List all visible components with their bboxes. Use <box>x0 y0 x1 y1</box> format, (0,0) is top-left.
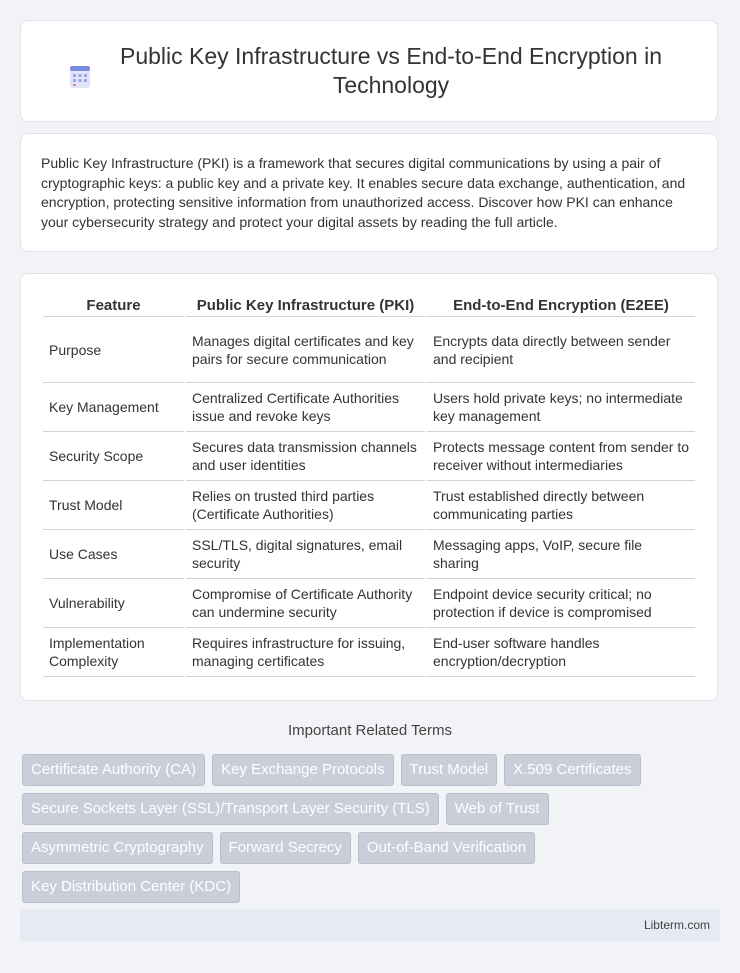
cell-feature: Trust Model <box>43 481 184 530</box>
related-term-tag[interactable]: Trust Model <box>401 754 498 786</box>
related-term-tag[interactable]: Certificate Authority (CA) <box>22 754 205 786</box>
document-grid-icon <box>67 64 93 90</box>
cell-feature: Key Management <box>43 383 184 432</box>
footer <box>20 909 720 942</box>
cell-feature: Purpose <box>43 317 184 383</box>
intro-card <box>20 133 718 252</box>
cell-e2ee: End-user software handles encryption/decryption <box>427 628 695 677</box>
related-terms-title: Important Related Terms <box>288 722 452 739</box>
table-row <box>43 579 695 628</box>
cell-e2ee: Encrypts data directly between sender and recipient <box>427 317 695 383</box>
related-term-tag[interactable]: Key Exchange Protocols <box>212 754 393 786</box>
cell-pki: Secures data transmission channels and user identities <box>186 432 425 481</box>
table-row <box>43 530 695 579</box>
table-row <box>43 317 695 383</box>
cell-pki: Compromise of Certificate Authority can undermine security <box>186 579 425 628</box>
table-row <box>43 383 695 432</box>
table-row <box>43 628 695 677</box>
cell-feature: Security Scope <box>43 432 184 481</box>
cell-e2ee: Protects message content from sender to receiver without intermediaries <box>427 432 695 481</box>
related-term-tag[interactable]: Secure Sockets Layer (SSL)/Transport Layer Security (TLS) <box>22 793 439 825</box>
related-terms-list <box>22 754 712 903</box>
comparison-table <box>41 292 697 677</box>
cell-feature: Implementation Complexity <box>43 628 184 677</box>
cell-pki: Manages digital certificates and key pairs for secure communication <box>186 317 425 383</box>
page-title: Public Key Infrastructure vs End-to-End Encryption in Technology <box>119 43 663 98</box>
header-card <box>20 20 718 122</box>
related-term-tag[interactable]: Forward Secrecy <box>220 832 351 864</box>
cell-e2ee: Users hold private keys; no intermediate key management <box>427 383 695 432</box>
cell-feature: Use Cases <box>43 530 184 579</box>
cell-e2ee: Trust established directly between communicating parties <box>427 481 695 530</box>
table-row <box>43 481 695 530</box>
related-term-tag[interactable]: X.509 Certificates <box>504 754 640 786</box>
table-header-row <box>43 292 695 317</box>
intro-text: Public Key Infrastructure (PKI) is a framework that secures digital communications by using a pair of cryptographic keys: a public key and a private key. It enables secure data exchange, authentication, and encryption, protecting sensitive information from unauthorized access. Discover how PKI can enhance your cybersecurity strategy and protect your digital assets by reading the full article. <box>41 155 686 230</box>
cell-pki: Centralized Certificate Authorities issue and revoke keys <box>186 383 425 432</box>
cell-e2ee: Endpoint device security critical; no protection if device is compromised <box>427 579 695 628</box>
related-term-tag[interactable]: Asymmetric Cryptography <box>22 832 213 864</box>
comparison-table-card <box>20 273 718 701</box>
cell-pki: SSL/TLS, digital signatures, email security <box>186 530 425 579</box>
cell-e2ee: Messaging apps, VoIP, secure file sharing <box>427 530 695 579</box>
cell-feature: Vulnerability <box>43 579 184 628</box>
cell-pki: Requires infrastructure for issuing, managing certificates <box>186 628 425 677</box>
related-term-tag[interactable]: Out-of-Band Verification <box>358 832 535 864</box>
header-e2ee: End-to-End Encryption (E2EE) <box>427 292 695 317</box>
cell-pki: Relies on trusted third parties (Certificate Authorities) <box>186 481 425 530</box>
related-term-tag[interactable]: Key Distribution Center (KDC) <box>22 871 240 903</box>
footer-site-link[interactable]: Libterm.com <box>643 918 710 932</box>
related-term-tag[interactable]: Web of Trust <box>446 793 549 825</box>
header-feature: Feature <box>43 292 184 317</box>
table-row <box>43 432 695 481</box>
header-pki: Public Key Infrastructure (PKI) <box>186 292 425 317</box>
